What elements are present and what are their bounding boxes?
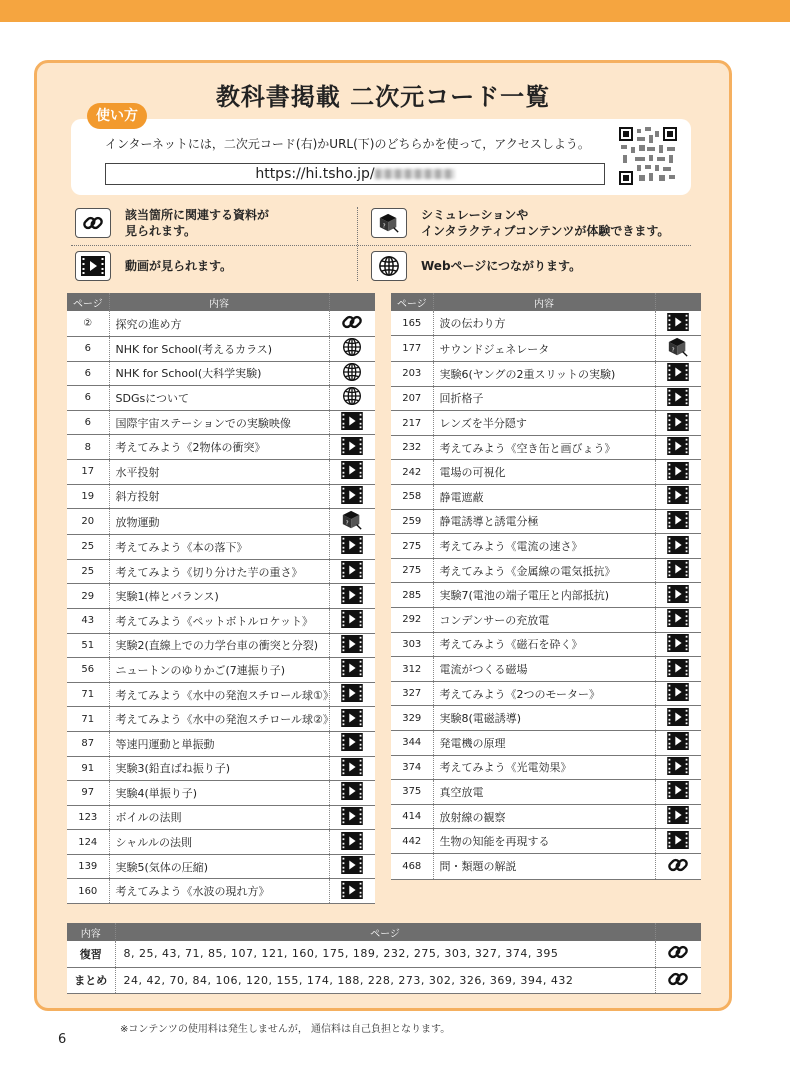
video-icon[interactable] <box>341 856 363 877</box>
code-list-panel <box>34 60 732 1011</box>
row-icon-cell <box>329 707 375 732</box>
row-content: 水平投射 <box>109 459 329 484</box>
row-icon-cell <box>655 706 701 731</box>
col-header-icon <box>655 293 701 311</box>
row-page: 6 <box>67 386 109 411</box>
row-page: 17 <box>67 459 109 484</box>
row-page: 51 <box>67 633 109 658</box>
row-content: 考えてみよう《光電効果》 <box>433 755 655 780</box>
row-page: 207 <box>391 386 433 411</box>
col-header-icon <box>655 923 701 941</box>
legend-web <box>371 251 581 281</box>
table-row <box>391 411 701 436</box>
row-page: 468 <box>391 853 433 879</box>
row-content: 電場の可視化 <box>433 460 655 485</box>
legend-video-text: 動画が見られます。 <box>125 259 233 273</box>
table-row <box>67 854 375 879</box>
row-icon-cell <box>655 411 701 436</box>
review-summary-table <box>67 923 701 994</box>
row-page: 374 <box>391 755 433 780</box>
table-row <box>67 879 375 904</box>
row-content: 考えてみよう《空き缶と画びょう》 <box>433 435 655 460</box>
table-row <box>391 485 701 510</box>
row-icon-cell <box>655 311 701 336</box>
table-row <box>67 731 375 756</box>
row-icon-cell <box>655 558 701 583</box>
row-icon-cell <box>655 731 701 756</box>
row-icon-cell <box>329 361 375 386</box>
col-header-page: ページ <box>391 293 433 311</box>
row-icon-cell <box>655 509 701 534</box>
row-icon-cell <box>655 534 701 559</box>
top-accent-bar <box>0 0 790 22</box>
table-row <box>67 559 375 584</box>
table-row <box>391 336 701 362</box>
table-row <box>67 361 375 386</box>
row-content: 発電機の原理 <box>433 731 655 756</box>
col-header-page: ページ <box>67 293 109 311</box>
row-page: ② <box>67 311 109 337</box>
row-icon-cell <box>655 829 701 854</box>
table-row <box>67 509 375 535</box>
video-icon[interactable] <box>667 806 689 827</box>
table-row <box>391 509 701 534</box>
row-icon-cell <box>329 459 375 484</box>
row-content: 実験7(電池の端子電圧と内部抵抗) <box>433 583 655 608</box>
row-page: 177 <box>391 336 433 362</box>
row-icon-cell <box>655 336 701 362</box>
globe-icon[interactable] <box>342 337 362 360</box>
row-icon-cell <box>329 509 375 535</box>
row-page: 復習 <box>67 941 115 967</box>
table-row <box>391 311 701 336</box>
row-content: 実験4(単振り子) <box>109 781 329 806</box>
row-page: 329 <box>391 706 433 731</box>
row-page: 165 <box>391 311 433 336</box>
row-icon-cell <box>655 853 701 879</box>
row-icon-cell <box>329 805 375 830</box>
row-content: シャルルの法則 <box>109 830 329 855</box>
row-icon-cell <box>329 633 375 658</box>
video-icon[interactable] <box>341 536 363 557</box>
row-content: 静電誘導と誘電分極 <box>433 509 655 534</box>
video-icon[interactable] <box>341 561 363 582</box>
table-row <box>391 558 701 583</box>
video-icon[interactable] <box>341 709 363 730</box>
row-page: 327 <box>391 681 433 706</box>
table-body-left <box>67 311 375 904</box>
legend-link-text: 該当箇所に関連する資料が 見られます。 <box>125 208 270 238</box>
row-content: 真空放電 <box>433 780 655 805</box>
row-page: 29 <box>67 584 109 609</box>
row-content: 電流がつくる磁場 <box>433 657 655 682</box>
row-content: 静電遮蔽 <box>433 485 655 510</box>
video-icon[interactable] <box>341 758 363 779</box>
table-row <box>391 804 701 829</box>
row-page: 275 <box>391 534 433 559</box>
row-page: 6 <box>67 410 109 435</box>
page-number: 6 <box>58 1032 67 1047</box>
table-row <box>67 805 375 830</box>
row-content: 考えてみよう《ペットボトルロケット》 <box>109 608 329 633</box>
video-icon[interactable] <box>667 659 689 680</box>
link-icon[interactable] <box>667 941 689 966</box>
row-icon-cell <box>655 780 701 805</box>
row-icon-cell <box>655 362 701 387</box>
video-icon[interactable] <box>667 831 689 852</box>
row-page: 217 <box>391 411 433 436</box>
row-page: 160 <box>67 879 109 904</box>
table-row <box>67 584 375 609</box>
row-icon-cell <box>655 386 701 411</box>
row-content: 考えてみよう《水中の発泡スチロール球②》 <box>109 707 329 732</box>
row-content: NHK for School(考えるカラス) <box>109 337 329 362</box>
video-icon[interactable] <box>667 462 689 483</box>
row-content: 実験5(気体の圧縮) <box>109 854 329 879</box>
video-icon[interactable] <box>341 684 363 705</box>
video-icon[interactable] <box>667 732 689 753</box>
row-icon-cell <box>329 781 375 806</box>
row-page: 203 <box>391 362 433 387</box>
table-row <box>67 941 701 967</box>
row-content: 実験6(ヤングの2重スリットの実験) <box>433 362 655 387</box>
table-row <box>391 460 701 485</box>
video-icon[interactable] <box>667 757 689 778</box>
link-icon <box>75 208 111 238</box>
table-row <box>67 386 375 411</box>
video-icon[interactable] <box>667 313 689 334</box>
video-icon[interactable] <box>341 782 363 803</box>
video-icon[interactable] <box>341 461 363 482</box>
video-icon[interactable] <box>667 708 689 729</box>
video-icon[interactable] <box>667 437 689 458</box>
table-row <box>67 410 375 435</box>
row-page: 123 <box>67 805 109 830</box>
table-row <box>67 830 375 855</box>
row-page: 8 <box>67 435 109 460</box>
row-icon-cell <box>329 608 375 633</box>
row-content: 放射線の観察 <box>433 804 655 829</box>
row-content: 放物運動 <box>109 509 329 535</box>
table-row <box>67 311 375 337</box>
video-icon[interactable] <box>341 610 363 631</box>
row-content: 回折格子 <box>433 386 655 411</box>
svg-text:?: ? <box>382 223 386 230</box>
row-page: 87 <box>67 731 109 756</box>
video-icon[interactable] <box>341 486 363 507</box>
link-icon[interactable] <box>341 311 363 336</box>
table-row <box>67 608 375 633</box>
row-icon-cell <box>655 804 701 829</box>
row-content: 考えてみよう《本の落下》 <box>109 535 329 560</box>
video-icon[interactable] <box>667 609 689 630</box>
table-body-right <box>391 311 701 879</box>
row-content: コンデンサーの充放電 <box>433 608 655 633</box>
table-row <box>391 362 701 387</box>
row-page: 43 <box>67 608 109 633</box>
row-page: 414 <box>391 804 433 829</box>
link-icon[interactable] <box>667 854 689 879</box>
globe-icon[interactable] <box>342 362 362 385</box>
row-icon-cell <box>329 559 375 584</box>
row-page: 56 <box>67 658 109 683</box>
usage-box <box>71 119 691 195</box>
row-page: 25 <box>67 535 109 560</box>
row-icon-cell <box>329 484 375 509</box>
globe-icon <box>371 251 407 281</box>
row-icon-cell <box>329 879 375 904</box>
table-row <box>391 534 701 559</box>
table-row <box>391 435 701 460</box>
usage-tag: 使い方 <box>87 103 147 129</box>
row-page: まとめ <box>67 967 115 993</box>
row-page: 285 <box>391 583 433 608</box>
row-icon-cell <box>329 854 375 879</box>
video-icon[interactable] <box>341 437 363 458</box>
video-icon[interactable] <box>667 511 689 532</box>
table-row <box>67 658 375 683</box>
video-icon[interactable] <box>341 586 363 607</box>
col-header-icon <box>329 293 375 311</box>
table-row <box>391 632 701 657</box>
row-page: 258 <box>391 485 433 510</box>
table-row <box>391 829 701 854</box>
video-icon <box>75 251 111 281</box>
row-icon-cell <box>655 583 701 608</box>
video-icon[interactable] <box>341 635 363 656</box>
row-content: 考えてみよう《磁石を砕く》 <box>433 632 655 657</box>
row-icon-cell <box>329 337 375 362</box>
row-content: 実験1(棒とバランス) <box>109 584 329 609</box>
row-icon-cell <box>329 756 375 781</box>
row-icon-cell <box>655 755 701 780</box>
row-content: 実験2(直線上での力学台車の衝突と分裂) <box>109 633 329 658</box>
row-content: 24, 42, 70, 84, 106, 120, 155, 174, 188, 228, 273, 302, 326, 369, 394, 432 <box>115 967 655 993</box>
table-row <box>391 583 701 608</box>
legend-divider-vertical <box>357 207 358 281</box>
row-icon-cell <box>329 386 375 411</box>
row-icon-cell <box>329 658 375 683</box>
row-icon-cell <box>655 941 701 967</box>
legend-divider-horizontal <box>71 245 691 246</box>
legend-simulation <box>371 207 669 239</box>
row-content: ボイルの法則 <box>109 805 329 830</box>
row-icon-cell <box>655 657 701 682</box>
row-content: 考えてみよう《水波の現れ方》 <box>109 879 329 904</box>
globe-icon[interactable] <box>342 386 362 409</box>
link-icon[interactable] <box>667 968 689 993</box>
row-icon-cell <box>655 485 701 510</box>
table-row <box>67 781 375 806</box>
col-header-content: 内容 <box>433 293 655 311</box>
row-icon-cell <box>329 435 375 460</box>
video-icon[interactable] <box>341 881 363 902</box>
qr-code-icon[interactable] <box>619 127 677 185</box>
row-content: レンズを半分隠す <box>433 411 655 436</box>
table-row <box>391 755 701 780</box>
col-header-content: 内容 <box>109 293 329 311</box>
row-icon-cell <box>329 682 375 707</box>
row-content: 等速円運動と単振動 <box>109 731 329 756</box>
row-page: 20 <box>67 509 109 535</box>
row-icon-cell <box>655 632 701 657</box>
row-page: 6 <box>67 337 109 362</box>
row-content: 探究の進め方 <box>109 311 329 337</box>
row-content: 波の伝わり方 <box>433 311 655 336</box>
simulation-icon <box>371 208 407 238</box>
row-icon-cell <box>655 460 701 485</box>
content-table-right <box>391 293 701 880</box>
row-page: 71 <box>67 682 109 707</box>
table-row <box>391 706 701 731</box>
row-page: 344 <box>391 731 433 756</box>
table-row <box>391 681 701 706</box>
table-row <box>67 756 375 781</box>
video-icon[interactable] <box>341 832 363 853</box>
row-page: 19 <box>67 484 109 509</box>
url-text: https://hi.tsho.jp/ <box>255 166 375 182</box>
row-icon-cell <box>329 830 375 855</box>
row-icon-cell <box>329 311 375 337</box>
video-icon[interactable] <box>667 486 689 507</box>
video-icon[interactable] <box>667 536 689 557</box>
legend-simulation-text: シミュレーションや インタラクティブコンテンツが体験できます。 <box>421 208 670 238</box>
video-icon[interactable] <box>341 659 363 680</box>
row-content: ニュートンのゆりかご(7連振り子) <box>109 658 329 683</box>
video-icon[interactable] <box>667 781 689 802</box>
row-content: 国際宇宙ステーションでの実験映像 <box>109 410 329 435</box>
row-page: 139 <box>67 854 109 879</box>
col-header-content: 内容 <box>67 923 115 941</box>
row-page: 124 <box>67 830 109 855</box>
row-content: 生物の知能を再現する <box>433 829 655 854</box>
row-page: 303 <box>391 632 433 657</box>
url-field[interactable] <box>105 163 605 185</box>
row-icon-cell <box>655 608 701 633</box>
row-content: SDGsについて <box>109 386 329 411</box>
content-table-left <box>67 293 375 904</box>
row-icon-cell <box>655 967 701 993</box>
table-row <box>391 731 701 756</box>
table-row <box>391 608 701 633</box>
row-page: 242 <box>391 460 433 485</box>
table-row <box>67 967 701 993</box>
row-content: 8, 25, 43, 71, 85, 107, 121, 160, 175, 189, 232, 275, 303, 327, 374, 395 <box>115 941 655 967</box>
row-content: 考えてみよう《金属線の電気抵抗》 <box>433 558 655 583</box>
row-content: 実験8(電磁誘導) <box>433 706 655 731</box>
video-icon[interactable] <box>667 683 689 704</box>
row-content: 斜方投射 <box>109 484 329 509</box>
row-icon-cell <box>655 681 701 706</box>
usage-instruction: インターネットには，二次元コード(右)かURL(下)のどちらかを使って，アクセスしよう。 <box>105 137 590 151</box>
table-row <box>67 459 375 484</box>
table-row <box>67 435 375 460</box>
video-icon[interactable] <box>667 363 689 384</box>
row-page: 71 <box>67 707 109 732</box>
legend-web-text: Webページにつながります。 <box>421 259 582 273</box>
row-page: 91 <box>67 756 109 781</box>
video-icon[interactable] <box>667 634 689 655</box>
table-row <box>391 780 701 805</box>
page-title: 教科書掲載 二次元コード一覧 <box>215 83 551 111</box>
row-page: 25 <box>67 559 109 584</box>
svg-text:?: ? <box>671 347 675 354</box>
row-content: 考えてみよう《電流の速さ》 <box>433 534 655 559</box>
video-icon[interactable] <box>667 388 689 409</box>
table-row <box>67 337 375 362</box>
row-page: 259 <box>391 509 433 534</box>
table-row <box>391 853 701 879</box>
video-icon[interactable] <box>667 560 689 581</box>
row-page: 275 <box>391 558 433 583</box>
row-icon-cell <box>655 435 701 460</box>
simulation-icon[interactable] <box>341 509 363 534</box>
row-icon-cell <box>329 535 375 560</box>
row-page: 442 <box>391 829 433 854</box>
url-blurred-part <box>375 169 455 179</box>
legend-video <box>75 251 232 281</box>
video-icon[interactable] <box>667 413 689 434</box>
row-content: 問・類題の解説 <box>433 853 655 879</box>
video-icon[interactable] <box>667 585 689 606</box>
svg-text:?: ? <box>345 520 349 527</box>
row-page: 312 <box>391 657 433 682</box>
icon-legend <box>71 201 691 285</box>
video-icon[interactable] <box>341 412 363 433</box>
video-icon[interactable] <box>341 807 363 828</box>
row-content: サウンドジェネレータ <box>433 336 655 362</box>
table-row <box>67 484 375 509</box>
table-row <box>67 535 375 560</box>
row-icon-cell <box>329 410 375 435</box>
table-row <box>391 386 701 411</box>
row-content: 考えてみよう《切り分けた芋の重さ》 <box>109 559 329 584</box>
col-header-pages: ページ <box>115 923 655 941</box>
row-content: 考えてみよう《2物体の衝突》 <box>109 435 329 460</box>
row-page: 375 <box>391 780 433 805</box>
video-icon[interactable] <box>341 733 363 754</box>
row-content: 考えてみよう《2つのモーター》 <box>433 681 655 706</box>
table-row <box>391 657 701 682</box>
row-content: 実験3(鉛直ばね振り子) <box>109 756 329 781</box>
review-table-body <box>67 941 701 993</box>
table-row <box>67 633 375 658</box>
row-page: 232 <box>391 435 433 460</box>
row-content: NHK for School(大科学実験) <box>109 361 329 386</box>
row-page: 6 <box>67 361 109 386</box>
legend-link <box>75 207 269 239</box>
row-page: 292 <box>391 608 433 633</box>
row-icon-cell <box>329 584 375 609</box>
row-icon-cell <box>329 731 375 756</box>
simulation-icon[interactable] <box>667 336 689 361</box>
row-page: 97 <box>67 781 109 806</box>
table-row <box>67 707 375 732</box>
row-content: 考えてみよう《水中の発泡スチロール球①》 <box>109 682 329 707</box>
table-row <box>67 682 375 707</box>
footer-note: ※コンテンツの使用料は発生しませんが， 通信料は自己負担となります。 <box>120 1024 451 1035</box>
